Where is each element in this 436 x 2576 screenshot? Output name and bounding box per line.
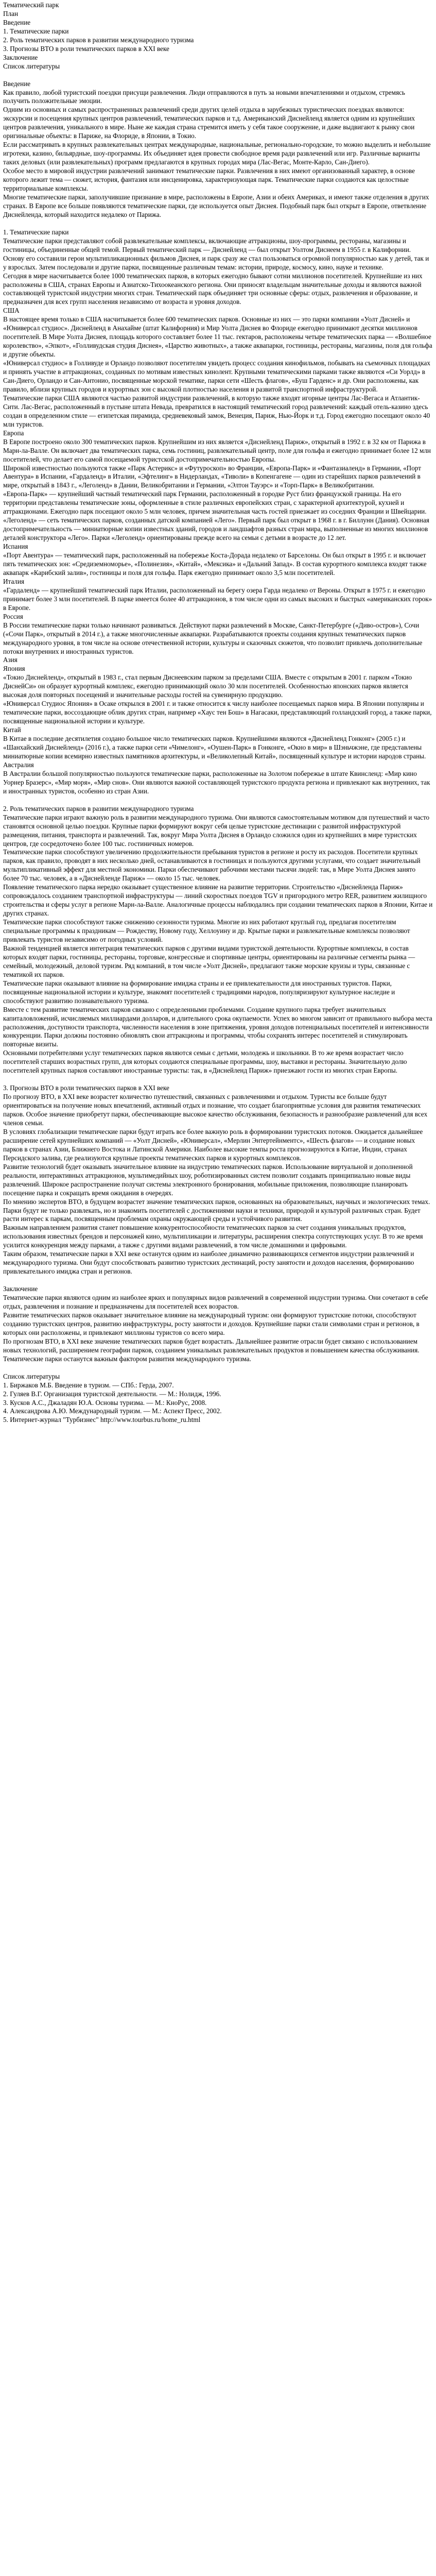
paragraph: Тематические парки представляют собой развлекательные комплексы, включающие аттракционы, шоу-программы, рестораны, магазины и гостиницы, объединенные общей темой. Первый тематический парк — Диснейленд — был открыт Уолтом Диснеем в 1955 г. в Калифорнии. Основу его составили герои мультипликационных фильмов Диснея, и парк сразу же стал пользоваться огромной популярностью как у детей, так и у взрослых. Затем последовали и другие парки, посвященные различным темам: истории, природе, космосу, кино, науке и технике.	[3, 236, 431, 271]
paragraph: План	[3, 9, 19, 18]
paragraph: В условиях глобализации тематические парки будут играть все более важную роль в формировании туристских потоков. Ожидается дальнейшее расширение сетей крупнейших компаний — «Уолт Дисней», «Юниверсал», «Мерлин Энтертейнментс», «Шесть флагов» — и создание новых парков в странах Азии, Ближнего Востока и Латинской Америки. Наиболее высокие темпы роста прогнозируются в Китае, Индии, странах Персидского залива, где реализуются крупные проекты тематических парков и курортных комплексов.	[3, 1127, 425, 1162]
paragraph: «Европа-Парк» — крупнейший частный тематический парк Германии, расположенный в городке Руст близ французской границы. На его территории представлены тематические зоны, оформленные в стиле различных европейских стран, с характерной архитектурой, кухней и аттракционами. Ежегодно парк посещают около 5 млн человек, причем значительная часть гостей приезжает из соседних Франции и Швейцарии.	[3, 490, 427, 516]
paragraph: 2. Роль тематических парков в развитии международного туризма	[3, 804, 194, 812]
paragraph: Развитие тематических парков оказывает значительное влияние на международный туризм: они формируют туристские потоки, способствуют созданию туристских центров, развитию инфраструктуры, росту занятости и доходов. Крупнейшие парки стали символами стран и регионов, в которых они расположены, и привлекают миллионы туристов со всего мира.	[3, 1311, 422, 1336]
paragraph: 3. Прогнозы ВТО в роли тематических парков в XXI веке	[3, 1084, 169, 1092]
paragraph: 3. Кусков А.С., Джаладян Ю.А. Основы туризма. — М.: КноРус, 2008.	[3, 1398, 207, 1406]
paragraph: Азия	[3, 656, 18, 664]
paragraph: Россия	[3, 612, 23, 620]
paragraph: В Австралии большой популярностью пользуются тематические парки, расположенные на Золотом побережье в штате Квинсленд: «Мир кино Уорнер Бразерс», «Мир моря», «Мир снов». Они являются важной составляющей туристского продукта региона и привлекают как внутренних, так и иностранных туристов, особенно из стран Азии.	[3, 769, 432, 795]
paragraph: Италия	[3, 577, 25, 585]
paragraph: Вместе с тем развитие тематических парков связано с определенными проблемами. Создание крупного парка требует значительных капиталовложений, исчисляемых миллиардами долларов, и длительного срока окупаемости. Успех во многом зависит от правильного выбора места расположения, доступности транспорта, численности населения в зоне притяжения, уровня доходов потенциальных посетителей и интенсивности конкуренции. Парки должны постоянно обновлять свои аттракционы и программы, чтобы сохранять интерес посетителей и стимулировать повторные визиты.	[3, 1005, 434, 1048]
paragraph: Список литературы	[3, 1372, 60, 1380]
paragraph: Испания	[3, 543, 28, 551]
paragraph: Введение	[3, 79, 31, 88]
paragraph: 1. Тематические парки	[3, 27, 69, 35]
paragraph: Широкой известностью пользуются также «Парк Астерикс» и «Футуроскоп» во Франции, «Европа-Парк» и «Фантазиаленд» в Германии, «Порт Авентура» в Испании, «Гардаленд» в Италии, «Эфтелинг» в Нидерландах, «Тиволи» в Копенгагене — один из старейших парков развлечений в мире, открытый в 1843 г., «Леголенд» в Дании, Великобритании и Германии, «Элтон Тауэрс» и «Торп-Парк» в Великобритании.	[3, 464, 423, 489]
paragraph: Появление тематического парка нередко оказывает существенное влияние на развитие территории. Строительство «Диснейленда Париж» сопровождалось созданием транспортной инфраструктуры — линий скоростных поездов TGV и пригородного метро RER, развитием жилищного строительства и сферы услуг в регионе Марн-ла-Валле. Аналогичные процессы наблюдались при создании тематических парков в Японии, Китае и других странах.	[3, 883, 434, 918]
paragraph: Таким образом, тематические парки в XXI веке останутся одним из наиболее динамично развивающихся сегментов индустрии развлечений и международного туризма. Они будут способствовать развитию туристских дестинаций, росту занятости и доходов населения, формированию привлекательного имиджа стран и регионов.	[3, 1250, 416, 1276]
document-paragraphs	[3, 10, 433, 1425]
paragraph: В настоящее время только в США насчитывается более 600 тематических парков. Основные из них — это парки компании «Уолт Дисней» и «Юниверсал студиос». Диснейленд в Анахайме (штат Калифорния) и Мир Уолта Диснея во Флориде ежегодно принимают десятки миллионов посетителей. В Мире Уолта Диснея, площадь которого составляет более 11 тыс. гектаров, расположены четыре тематических парка — «Волшебное королевство», «Эпкот», «Голливудская студия Диснея», «Царство животных», а также аквапарки, гостиницы, рестораны, магазины, поля для гольфа и другие объекты.	[3, 315, 434, 359]
paragraph: «Юниверсал Студиос Япония» в Осаке открылся в 2001 г. и также относится к числу наиболее посещаемых парков мира. В Японии популярны и тематические парки, воссоздающие облик других стран, например «Хаус тен Бош» в Нагасаки, представляющий голландский город, а также парки, посвященные национальной истории и культуре.	[3, 700, 433, 725]
paragraph: Важным направлением развития станет повышение конкурентоспособности тематических парков за счет создания уникальных продуктов, использования известных брендов и персонажей кино, мультипликации и литературы, расширения спектра сопутствующих услуг. В то же время усилится конкуренция между парками, а также с другими видами развлечений, в том числе домашними и цифровыми.	[3, 1224, 425, 1249]
paragraph: Как правило, любой туристский поездки присущи развлечения. Люди отправляются в путь за новыми впечатлениями и отдыхом, стремясь получить положительные эмоции.	[3, 88, 407, 105]
paragraph: Заключение	[3, 1285, 38, 1293]
paragraph: 2. Гуляев В.Г. Организация туристской деятельности. — М.: Нолидж, 1996.	[3, 1389, 221, 1398]
paragraph: Япония	[3, 665, 25, 673]
paragraph: В Европе построено около 300 тематических парков. Крупнейшим из них является «Диснейленд Париж», открытый в 1992 г. в 32 км от Парижа в Марн-ла-Валле. Он включает два тематических парка, семь гостиниц, развлекательный центр, поле для гольфа и ежегодно принимает более 12 млн посетителей, что делает его самой посещаемой туристской достопримечательностью Европы.	[3, 437, 433, 463]
blank-line	[3, 219, 433, 228]
blank-line	[3, 1075, 433, 1084]
paragraph: Введение	[3, 18, 31, 26]
paragraph: «Порт Авентура» — тематический парк, расположенный на побережье Коста-Дорада недалеко от Барселоны. Он был открыт в 1995 г. и включает пять тематических зон: «Средиземноморье», «Полинезия», «Китай», «Мексика» и «Дальний Запад». В состав курортного комплекса входят также аквапарк «Карибский залив», гостиницы и поля для гольфа. Парк ежегодно принимает около 3,5 млн посетителей.	[3, 551, 428, 577]
paragraph: Тематические парки способствуют увеличению продолжительности пребывания туристов в регионе и росту их расходов. Посетители крупных парков, как правило, проводят в них несколько дней, останавливаются в гостиницах и пользуются другими услугами, что создает значительный мультипликативный эффект для местной экономики. Парки обеспечивают рабочими местами тысячи людей: так, в Мире Уолта Диснея занято более 70 тыс. человек, а в «Диснейленде Париж» — около 15 тыс. человек.	[3, 848, 422, 883]
paragraph: Тематические парки являются одним из наиболее ярких и популярных видов развлечений в современной индустрии туризма. Они сочетают в себе отдых, развлечения и познание и предназначены для посетителей всех возрастов.	[3, 1294, 430, 1311]
paragraph: Многие тематические парки, заполучившие признание в мире, расположены в Европе, Азии и обеих Америках, и имеют также отделения в других странах. В Европе все больше появляются тематические парки, где используется опыт Диснея. Подобный парк был открыт в Европе, ответвление Диснейленда, который находится недалеко от Парижа.	[3, 193, 431, 218]
paragraph: Китай	[3, 726, 21, 734]
paragraph: Список литературы	[3, 62, 60, 70]
paragraph: Тематические парки способствуют также снижению сезонности туризма. Многие из них работают круглый год, предлагая посетителям специальные программы к праздникам — Рождеству, Новому году, Хеллоуину и др. Крытые парки и развлекательные комплексы позволяют привлекать туристов независимо от погодных условий.	[3, 918, 412, 943]
paragraph: Тематические парки оказывают влияние на формирование имиджа страны и ее привлекательности для иностранных туристов. Парки, посвященные национальной истории и культуре, знакомят посетителей с традициями народов, популяризируют культурное наследие и способствуют развитию познавательного туризма.	[3, 979, 397, 1005]
document-title: Тематический парк	[3, 1, 59, 9]
paragraph: Если рассматривать в крупных развлекательных центрах международные, национальные, регионально-городские, то можно выделить и небольшие игротеки, казино, бильярдные, шоу-программы. Их объединяет идея провести свободное время ради развлечений или игр. Различные варианты таких деловых (или развлекательных) программ предлагаются в крупных городах мира (Лас-Вегас, Монте-Карло, Сан-Диего).	[3, 141, 432, 166]
paragraph: Сегодня в мире насчитывается более 1000 тематических парков, в которых ежегодно бывают сотни миллионов посетителей. Крупнейшие из них расположены в США, странах Европы и Азиатско-Тихоокеанского региона. Они приносят владельцам значительные доходы и являются важной составляющей туристской индустрии многих стран. Тематический парк объединяет три основные сферы: отдых, развлечения и образование, и предназначен для всех групп населения независимо от возраста и уровня доходов.	[3, 272, 424, 306]
paragraph: Важной тенденцией является интеграция тематических парков с другими видами туристской деятельности. Курортные комплексы, в состав которых входят парки, гостиницы, рестораны, торговые, конгрессные и спортивные центры, ориентированы на различные сегменты рынка — семейный, молодежный, деловой туризм. Ряд компаний, в том числе «Уолт Дисней», предлагают также морские круизы и туры, связанные с тематикой их парков.	[3, 944, 417, 978]
paragraph: Европа	[3, 429, 24, 437]
paragraph: 3. Прогнозы ВТО в роли тематических парков в XXI веке	[3, 44, 169, 53]
paragraph: «Леголенд» — сеть тематических парков, созданных датской компанией «Лего». Первый парк был открыт в 1968 г. в г. Биллунн (Дания). Основная достопримечательность — миниатюрные копии известных зданий, городов и ландшафтов разных стран мира, выполненные из многих миллионов деталей конструктора «Лего». Парки «Леголенд» ориентированы прежде всего на семьи с детьми в возрасте до 12 лет.	[3, 516, 431, 542]
paragraph: В России тематические парки только начинают развиваться. Действуют парки развлечений в Москве, Санкт-Петербурге («Диво-остров»), Сочи («Сочи Парк», открытый в 2014 г.), а также многочисленные аквапарки. Разрабатываются проекты создания крупных тематических парков международного уровня, в том числе на основе отечественной истории, культуры и сказочных сюжетов, что позволит привлечь дополнительные потоки внутренних и иностранных туристов.	[3, 621, 424, 655]
paragraph: По прогнозу ВТО, в XXI веке возрастет количество путешествий, связанных с развлечениями и отдыхом. Туристы все больше будут ориентироваться на получение новых впечатлений, активный отдых и познание, что создает благоприятные условия для развития тематических парков. Особое значение приобретут парки, обеспечивающие высокое качество обслуживания, безопасность и разнообразие развлечений для всех членов семьи.	[3, 1093, 429, 1127]
paragraph: 4. Александрова А.Ю. Международный туризм. — М.: Аспект Пресс, 2002.	[3, 1407, 222, 1415]
paragraph: 1. Тематические парки	[3, 228, 69, 236]
blank-line	[3, 796, 433, 805]
blank-line	[3, 1364, 433, 1372]
paragraph: Развитие технологий будет оказывать значительное влияние на индустрию тематических парков. Использование виртуальной и дополненной реальности, интерактивных аттракционов, мультимедийных шоу, роботизированных систем позволит создавать принципиально новые виды развлечений. Широкое распространение получат системы электронного бронирования, мобильные приложения, позволяющие планировать посещение парка и сокращать время ожидания в очередях.	[3, 1162, 414, 1197]
paragraph: «Гардаленд» — крупнейший тематический парк Италии, расположенный на берегу озера Гарда недалеко от Вероны. Открыт в 1975 г. и ежегодно принимает более 3 млн посетителей. В парке имеется более 40 аттракционов, в том числе одни из самых высоких и быстрых «американских горок» в Европе.	[3, 586, 434, 612]
paragraph: Одним из основных и самых распространенных развлечений среди других целей отдыха в зарубежных туристических поездках являются: экскурсии и посещения крупных центров развлечений, тематических парков и т.д. Американский Диснейленд является одним из крупнейших центров развлечения, уникального в мире. Ныне же каждая страна стремится иметь у себя такое сооружение, и даже выдвигают к рынку свои оригинальные объекты: в Париже, на Флориде, в Японии, в Токио.	[3, 106, 417, 140]
paragraph: По мнению экспертов ВТО, в будущем возрастет значение тематических парков, основанных на образовательных, научных и экологических темах. Парки будут не только развлекать, но и знакомить посетителей с достижениями науки и техники, природой и культурой различных стран. Будет расти интерес к паркам, посвященным проблемам охраны окружающей среды и устойчивого развития.	[3, 1197, 432, 1223]
paragraph: Заключение	[3, 53, 38, 61]
paragraph: Основными потребителями услуг тематических парков являются семьи с детьми, молодежь и школьники. В то же время возрастает число посетителей старших возрастных групп, для которых создаются специальные программы, шоу, выставки и рестораны. Значительную долю посетителей крупных парков составляют иностранные туристы: так, в «Диснейленд Париж» приезжают гости из многих стран Европы.	[3, 1049, 409, 1075]
paragraph: Особое место в мировой индустрии развлечений занимают тематические парки. Развлечения в них имеют организованный характер, в основе которого лежит тема — сюжет, история, фантазия или инсценировка, характеризующая парк. Тематические парки создаются как целостные территориальные комплексы.	[3, 167, 417, 193]
paragraph: 2. Роль тематических парков в развитии международного туризма	[3, 36, 194, 44]
paragraph: Тематические парки США являются частью развитой индустрии развлечений, в которую также входят игорные центры Лас-Вегаса и Атлантик-Сити. Лас-Вегас, расположенный в пустыне штата Невада, превратился в настоящий тематический город развлечений: каждый отель-казино здесь создан в определенном стиле — египетская пирамида, средневековый замок, Венеция, Париж, Нью-Йорк и т.д. Город ежегодно посещают около 40 млн туристов.	[3, 394, 432, 428]
paragraph: Тематические парки играют важную роль в развитии международного туризма. Они являются самостоятельным мотивом для путешествий и часто становятся основной целью поездки. Крупные парки формируют вокруг себя целые туристские дестинации с развитой инфраструктурой размещения, питания, транспорта и развлечений. Так, вокруг Мира Уолта Диснея в Орландо сложился один из крупнейших в мире туристских центров, где сосредоточено более 100 тыс. гостиничных номеров.	[3, 813, 431, 848]
paragraph: Австралия	[3, 760, 34, 769]
paragraph: «Юниверсал студиос» в Голливуде и Орландо позволяют посетителям увидеть процесс создания кинофильмов, побывать на съемочных площадках и принять участие в аттракционах, созданных по мотивам известных кинолент. Крупными тематическими парками также являются «Си Уорлд» в Сан-Диего, Орландо и Сан-Антонио, посвященные морской тематике, парки сети «Шесть флагов», «Буш Гарденс» и др. Они расположены, как правило, вблизи крупных городов и курортных зон с высокой плотностью населения и развитой транспортной инфраструктурой.	[3, 359, 432, 393]
blank-line	[3, 71, 433, 80]
paragraph: В Китае в последние десятилетия создано большое число тематических парков. Крупнейшими являются «Диснейленд Гонконг» (2005 г.) и «Шанхайский Диснейленд» (2016 г.), а также парки сети «Чимелонг», «Оушен-Парк» в Гонконге, «Окно в мир» в Шэньчжэне, где представлены миниатюрные копии всемирно известных памятников архитектуры, и «Великолепный Китай», посвященный культуре и истории народов страны.	[3, 735, 426, 760]
paragraph: По прогнозам ВТО, в XXI веке значение тематических парков будет возрастать. Дальнейшее развитие отрасли будет связано с использованием новых технологий, расширением географии парков, созданием уникальных развлекательных продуктов и повышением качества обслуживания. Тематические парки останутся важным фактором развития международного туризма.	[3, 1337, 421, 1363]
paragraph: США	[3, 307, 20, 315]
paragraph: «Токио Диснейленд», открытый в 1983 г., стал первым Диснеевским парком за пределами США. Вместе с открытым в 2001 г. парком «Токио ДиснейСи» он образует курортный комплекс, ежегодно принимающий около 30 млн посетителей. Особенностью японских парков является высокая доля повторных посещений и значительные расходы гостей на сувенирную продукцию.	[3, 673, 414, 699]
paragraph: 1. Биржаков М.Б. Введение в туризм. — СПб.: Герда, 2007.	[3, 1381, 174, 1389]
paragraph: 5. Интернет-журнал "Турбизнес" http://www.tourbus.ru/home_ru.html	[3, 1416, 201, 1424]
blank-line	[3, 1276, 433, 1285]
